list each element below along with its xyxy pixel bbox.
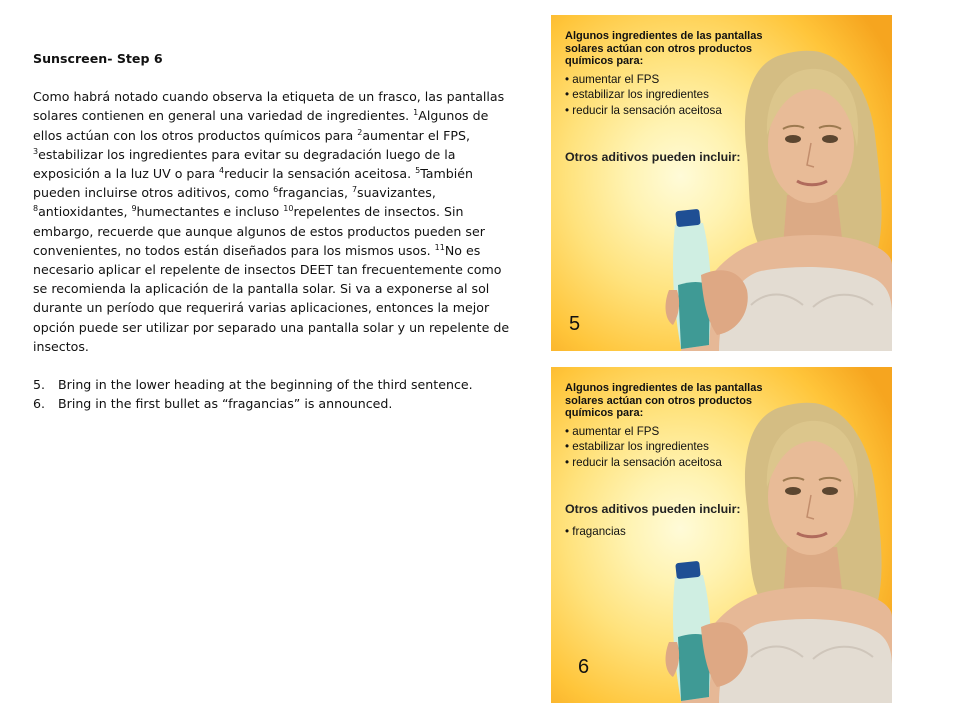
cue-marker: 4 (219, 166, 225, 176)
cue-marker: 9 (131, 204, 137, 214)
narration-segment: antioxidantes, (38, 204, 132, 220)
narration-segment: humectantes e incluso (136, 204, 284, 220)
cue-marker: 2 (357, 127, 363, 137)
slide-bullet: • estabilizar los ingredientes (565, 88, 709, 101)
slide-bullet: • estabilizar los ingredientes (565, 440, 709, 453)
slide-subheading: Otros aditivos pueden incluir: (565, 150, 741, 164)
slide-text-block (565, 382, 780, 470)
narration-segment: reducir la sensación aceitosa. (224, 166, 416, 182)
slide-thumbnail-6 (551, 367, 892, 703)
slide-bullet: • aumentar el FPS (565, 424, 660, 438)
notes-panel (33, 49, 513, 413)
instruction-item (33, 375, 513, 394)
instruction-text: Bring in the first bullet as “fragancias” is announced. (58, 396, 393, 412)
narration-segment: También pueden incluirse otros aditivos, como (33, 166, 474, 201)
narration-segment: suavizantes, (357, 185, 436, 201)
cue-marker: 6 (273, 185, 279, 195)
narration-segment: repelentes de insectos. Sin embargo, recuerde que aunque algunos de estos productos pueden ser convenientes, no todos están diseñados para los mismos usos. (33, 204, 485, 258)
instruction-number: 5. (33, 377, 46, 393)
narration-segment: No es necesario aplicar el repelente de insectos DEET tan frecuentemente como se recomienda la aplicación de la pantalla solar. Si va a exponerse al sol durante un período que requerirá varias aplicaciones, entonces la mejor opción puede ser utilizar por separado una pantalla solar y un repelente de insectos. (33, 242, 510, 354)
slide-thumbnail-5 (551, 15, 892, 351)
narration-segment: Algunos de ellos actúan con los otros productos químicos para (33, 108, 489, 143)
slide-text-block (565, 30, 780, 118)
step-title: Sunscreen- Step 6 (33, 51, 163, 66)
slide-heading: Algunos ingredientes de las pantallas solares actúan con otros productos químicos para: (565, 30, 763, 67)
instruction-text: Bring in the lower heading at the beginning of the third sentence. (58, 377, 473, 393)
slide-subheading: Otros aditivos pueden incluir: (565, 502, 741, 516)
slide-heading: Algunos ingredientes de las pantallas solares actúan con otros productos químicos para: (565, 382, 763, 419)
narration-segment: aumentar el FPS, (362, 127, 470, 143)
narration-segment: fragancias, (278, 185, 352, 201)
cue-marker: 5 (415, 166, 421, 176)
narration-paragraph (33, 87, 513, 356)
cue-marker: 1 (413, 108, 419, 118)
slide-bullet: • reducir la sensación aceitosa (565, 455, 722, 469)
cue-marker: 7 (351, 185, 358, 195)
slide-sub-bullet: • fragancias (565, 525, 626, 538)
instruction-number: 6. (33, 396, 46, 412)
cue-marker: 8 (33, 204, 39, 214)
slide-bullet: • aumentar el FPS (565, 72, 660, 86)
narration-segment: estabilizar los ingredientes para evitar su degradación luego de la exposición a la luz UV o para (33, 146, 456, 182)
instruction-item (33, 394, 513, 413)
instruction-list (33, 375, 513, 413)
slide-bullet: • reducir la sensación aceitosa (565, 103, 722, 117)
cue-marker: 11 (434, 242, 445, 252)
cue-marker: 3 (33, 146, 39, 156)
cue-marker: 10 (283, 204, 294, 214)
slide-number: 6 (578, 656, 590, 678)
narration-segment: Como habrá notado cuando observa la etiqueta de un frasco, las pantallas solares contienen en general una variedad de ingredientes. (33, 89, 505, 124)
slide-number: 5 (569, 313, 581, 335)
